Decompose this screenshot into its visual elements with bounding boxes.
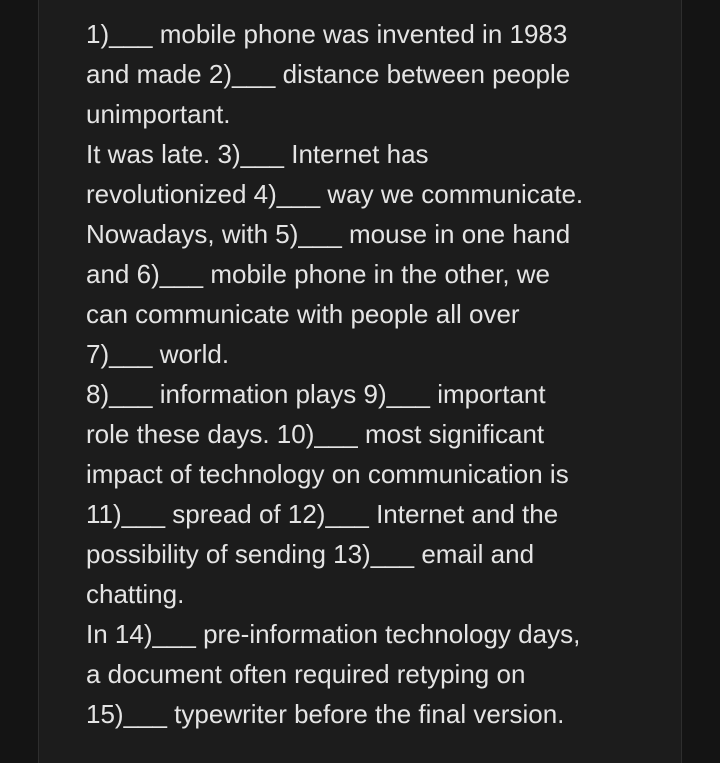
message-text	[86, 14, 646, 734]
text-line: and made 2)___ distance between people	[86, 59, 571, 89]
text-line: Nowadays, with 5)___ mouse in one hand	[86, 219, 571, 249]
text-line: possibility of sending 13)___ email and	[86, 539, 535, 569]
text-line: can communicate with people all over	[86, 299, 520, 329]
text-line: role these days. 10)___ most significant	[86, 419, 545, 449]
text-line: 7)___ world.	[86, 339, 230, 369]
text-line: In 14)___ pre-information technology days,	[86, 619, 581, 649]
text-line: and 6)___ mobile phone in the other, we	[86, 259, 551, 289]
text-line: impact of technology on communication is	[86, 459, 569, 489]
text-line: unimportant.	[86, 99, 231, 129]
text-line: It was late. 3)___ Internet has	[86, 139, 429, 169]
text-line: 11)___ spread of 12)___ Internet and the	[86, 499, 559, 529]
text-line: chatting.	[86, 579, 185, 609]
text-line: 15)___ typewriter before the final version.	[86, 699, 565, 729]
text-line: 8)___ information plays 9)___ important	[86, 379, 546, 409]
text-line: revolutionized 4)___ way we communicate.	[86, 179, 584, 209]
text-line: 1)___ mobile phone was invented in 1983	[86, 19, 568, 49]
text-line: a document often required retyping on	[86, 659, 526, 689]
